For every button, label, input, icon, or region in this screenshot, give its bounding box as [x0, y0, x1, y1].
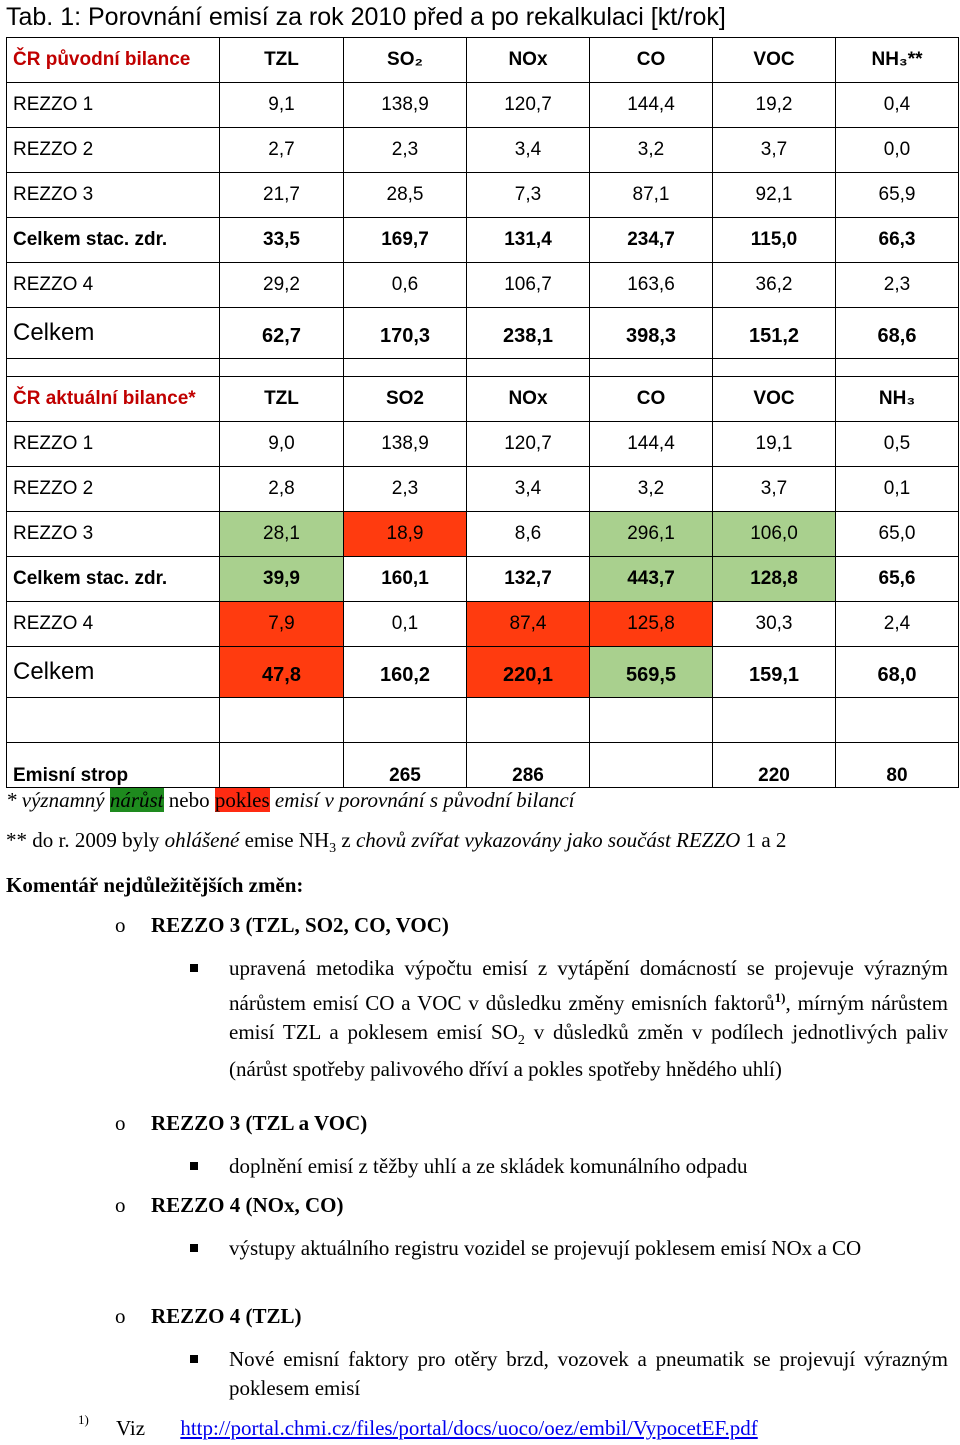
- legend-note: [6, 788, 575, 813]
- value-cell: 0,0: [836, 128, 959, 173]
- value-cell: 169,7: [344, 218, 467, 263]
- value-cell: NOx: [467, 38, 590, 83]
- empty-cell: [467, 698, 590, 743]
- header-row-current: [7, 377, 959, 422]
- value-cell: 106,0: [713, 512, 836, 557]
- value-cell: 3,7: [713, 467, 836, 512]
- value-cell: 28,5: [344, 173, 467, 218]
- value-cell: 296,1: [590, 512, 713, 557]
- value-cell: 68,6: [836, 308, 959, 359]
- value-cell: 29,2: [220, 263, 344, 308]
- table-row: [7, 557, 959, 602]
- value-cell: SO2: [344, 377, 467, 422]
- table-row: [7, 512, 959, 557]
- emission-ceiling-row: [7, 743, 959, 788]
- row-label-cell: REZZO 3: [7, 512, 220, 557]
- value-cell: 87,1: [590, 173, 713, 218]
- comments-heading: Komentář nejdůležitějších změn:: [6, 873, 304, 897]
- value-cell: 21,7: [220, 173, 344, 218]
- value-cell: 131,4: [467, 218, 590, 263]
- value-cell: TZL: [220, 38, 344, 83]
- value-cell: 2,3: [836, 263, 959, 308]
- value-cell: 30,3: [713, 602, 836, 647]
- value-cell: 234,7: [590, 218, 713, 263]
- value-cell: 36,2: [713, 263, 836, 308]
- legend-prefix: * významný: [6, 788, 110, 812]
- value-cell: 33,5: [220, 218, 344, 263]
- row-label-cell: Celkem stac. zdr.: [7, 557, 220, 602]
- value-cell: 398,3: [590, 308, 713, 359]
- value-cell: 144,4: [590, 83, 713, 128]
- value-cell: 138,9: [344, 422, 467, 467]
- legend-mid: nebo: [163, 788, 215, 812]
- value-cell: 62,7: [220, 308, 344, 359]
- row-label-cell: REZZO 4: [7, 602, 220, 647]
- footnote-label: Viz: [116, 1416, 146, 1440]
- value-cell: 132,7: [467, 557, 590, 602]
- empty-cell: [836, 698, 959, 743]
- value-cell: 125,8: [590, 602, 713, 647]
- empty-cell: [590, 359, 713, 377]
- value-cell: 286: [467, 743, 590, 788]
- empty-cell: [713, 359, 836, 377]
- value-cell: 47,8: [220, 647, 344, 698]
- table-row: [7, 263, 959, 308]
- value-cell: 170,3: [344, 308, 467, 359]
- table-row: [7, 83, 959, 128]
- value-cell: 3,7: [713, 128, 836, 173]
- table-row: [7, 647, 959, 698]
- comment-item-title: REZZO 4 (TZL): [151, 1304, 302, 1328]
- empty-cell: [7, 698, 220, 743]
- value-cell: 87,4: [467, 602, 590, 647]
- square-bullet-icon: [190, 1244, 198, 1252]
- comment-detail-3: výstupy aktuálního registru vozidel se projevují poklesem emisí NOx a CO: [190, 1234, 948, 1263]
- value-cell: VOC: [713, 377, 836, 422]
- value-cell: 92,1: [713, 173, 836, 218]
- value-cell: 159,1: [713, 647, 836, 698]
- comment-item-title: REZZO 3 (TZL a VOC): [151, 1111, 368, 1135]
- row-label-cell: REZZO 4: [7, 263, 220, 308]
- empty-cell: [344, 698, 467, 743]
- table-row: [7, 218, 959, 263]
- value-cell: 128,8: [713, 557, 836, 602]
- value-cell: 163,6: [590, 263, 713, 308]
- empty-cell: [836, 359, 959, 377]
- value-cell: NOx: [467, 377, 590, 422]
- table-row: [7, 128, 959, 173]
- value-cell: 7,3: [467, 173, 590, 218]
- value-cell: 115,0: [713, 218, 836, 263]
- table-title: Tab. 1: Porovnání emisí za rok 2010 před a po rekalkulaci [kt/rok]: [6, 3, 726, 31]
- value-cell: 7,9: [220, 602, 344, 647]
- empty-cell: [7, 359, 220, 377]
- value-cell: 151,2: [713, 308, 836, 359]
- row-label-cell: ČR aktuální bilance*: [7, 377, 220, 422]
- value-cell: 120,7: [467, 83, 590, 128]
- value-cell: 9,0: [220, 422, 344, 467]
- value-cell: VOC: [713, 38, 836, 83]
- legend-suffix: emisí v porovnání s původní bilancí: [269, 788, 575, 812]
- value-cell: 8,6: [467, 512, 590, 557]
- legend-increase-marker: nárůst: [109, 788, 164, 812]
- value-cell: 238,1: [467, 308, 590, 359]
- value-cell: 2,3: [344, 467, 467, 512]
- footnote-marker: 1): [78, 1412, 89, 1427]
- comment-detail-1: upravená metodika výpočtu emisí z vytápění domácností se projevuje výrazným nárůstem emisí CO a VOC v důsledku změny emisních faktorů$^{1)}$, mírným nárůstem emisí TZL a poklesem emisí $SO_2$ v důsledků změn v podílech jednotlivých paliv (nárůst spotřeby palivového dříví a pokles spotřeby hnědého uhlí): [190, 954, 948, 1084]
- value-cell: 220,1: [467, 647, 590, 698]
- value-cell: 19,2: [713, 83, 836, 128]
- comment-item-1: [115, 913, 449, 938]
- table-row: [7, 602, 959, 647]
- bullet-o: o: [115, 1193, 126, 1217]
- value-cell: 443,7: [590, 557, 713, 602]
- value-cell: [220, 743, 344, 788]
- row-label-cell: REZZO 1: [7, 422, 220, 467]
- empty-cell: [713, 698, 836, 743]
- value-cell: 0,5: [836, 422, 959, 467]
- value-cell: 65,9: [836, 173, 959, 218]
- value-cell: 0,4: [836, 83, 959, 128]
- value-cell: 0,1: [344, 602, 467, 647]
- value-cell: 3,2: [590, 128, 713, 173]
- table-row: [7, 173, 959, 218]
- value-cell: CO: [590, 38, 713, 83]
- row-label-cell: ČR původní bilance: [7, 38, 220, 83]
- comment-detail-4: Nové emisní faktory pro otěry brzd, vozovek a pneumatik se projevují výrazným poklesem emisí: [190, 1345, 948, 1403]
- value-cell: 144,4: [590, 422, 713, 467]
- nh3-note: ** do r. 2009 byly ohlášené emise $NH_3$ z chovů zvířat vykazovány jako součást REZZO 1 a 2: [6, 828, 787, 857]
- value-cell: 66,3: [836, 218, 959, 263]
- header-row-original: [7, 38, 959, 83]
- spacer-row: [7, 698, 959, 743]
- value-cell: 28,1: [220, 512, 344, 557]
- square-bullet-icon: [190, 1355, 198, 1363]
- value-cell: 3,4: [467, 128, 590, 173]
- comment-item-title: REZZO 3 (TZL, SO2, CO, VOC): [151, 913, 449, 937]
- value-cell: 3,2: [590, 467, 713, 512]
- row-label-cell: Celkem: [7, 647, 220, 698]
- comment-item-4: [115, 1304, 302, 1329]
- value-cell: 3,4: [467, 467, 590, 512]
- square-bullet-icon: [190, 1162, 198, 1170]
- value-cell: TZL: [220, 377, 344, 422]
- empty-cell: [220, 698, 344, 743]
- bullet-o: o: [115, 1111, 126, 1135]
- table-row: [7, 308, 959, 359]
- footnote-link[interactable]: http://portal.chmi.cz/files/portal/docs/uoco/oez/embil/VypocetEF.pdf: [180, 1416, 758, 1440]
- value-cell: 2,4: [836, 602, 959, 647]
- value-cell: 160,2: [344, 647, 467, 698]
- value-cell: 138,9: [344, 83, 467, 128]
- value-cell: NH₃**: [836, 38, 959, 83]
- value-cell: 0,1: [836, 467, 959, 512]
- footnote: [116, 1416, 758, 1441]
- legend-decrease-marker: pokles: [214, 788, 270, 812]
- value-cell: 18,9: [344, 512, 467, 557]
- value-cell: 265: [344, 743, 467, 788]
- value-cell: 9,1: [220, 83, 344, 128]
- value-cell: 106,7: [467, 263, 590, 308]
- comment-item-title: REZZO 4 (NOx, CO): [151, 1193, 344, 1217]
- value-cell: 39,9: [220, 557, 344, 602]
- value-cell: 80: [836, 743, 959, 788]
- table-row: [7, 422, 959, 467]
- emissions-comparison-table: [6, 37, 959, 788]
- value-cell: 2,8: [220, 467, 344, 512]
- value-cell: CO: [590, 377, 713, 422]
- value-cell: 120,7: [467, 422, 590, 467]
- comment-item-3: [115, 1193, 344, 1218]
- square-bullet-icon: [190, 964, 198, 972]
- value-cell: 0,6: [344, 263, 467, 308]
- comment-item-2: [115, 1111, 367, 1136]
- value-cell: 65,6: [836, 557, 959, 602]
- row-label-cell: Celkem stac. zdr.: [7, 218, 220, 263]
- value-cell: [590, 743, 713, 788]
- bullet-o: o: [115, 1304, 126, 1328]
- value-cell: NH₃: [836, 377, 959, 422]
- empty-cell: [467, 359, 590, 377]
- row-label-cell: REZZO 1: [7, 83, 220, 128]
- bullet-o: o: [115, 913, 126, 937]
- value-cell: 2,3: [344, 128, 467, 173]
- spacer-row: [7, 359, 959, 377]
- value-cell: 19,1: [713, 422, 836, 467]
- row-label-cell: Emisní strop: [7, 743, 220, 788]
- value-cell: 65,0: [836, 512, 959, 557]
- row-label-cell: Celkem: [7, 308, 220, 359]
- empty-cell: [344, 359, 467, 377]
- value-cell: 68,0: [836, 647, 959, 698]
- table-row: [7, 467, 959, 512]
- value-cell: 2,7: [220, 128, 344, 173]
- row-label-cell: REZZO 2: [7, 128, 220, 173]
- value-cell: 160,1: [344, 557, 467, 602]
- value-cell: 220: [713, 743, 836, 788]
- empty-cell: [590, 698, 713, 743]
- empty-cell: [220, 359, 344, 377]
- value-cell: SO₂: [344, 38, 467, 83]
- row-label-cell: REZZO 2: [7, 467, 220, 512]
- comment-detail-2: doplnění emisí z těžby uhlí a ze skládek komunálního odpadu: [190, 1152, 948, 1181]
- row-label-cell: REZZO 3: [7, 173, 220, 218]
- value-cell: 569,5: [590, 647, 713, 698]
